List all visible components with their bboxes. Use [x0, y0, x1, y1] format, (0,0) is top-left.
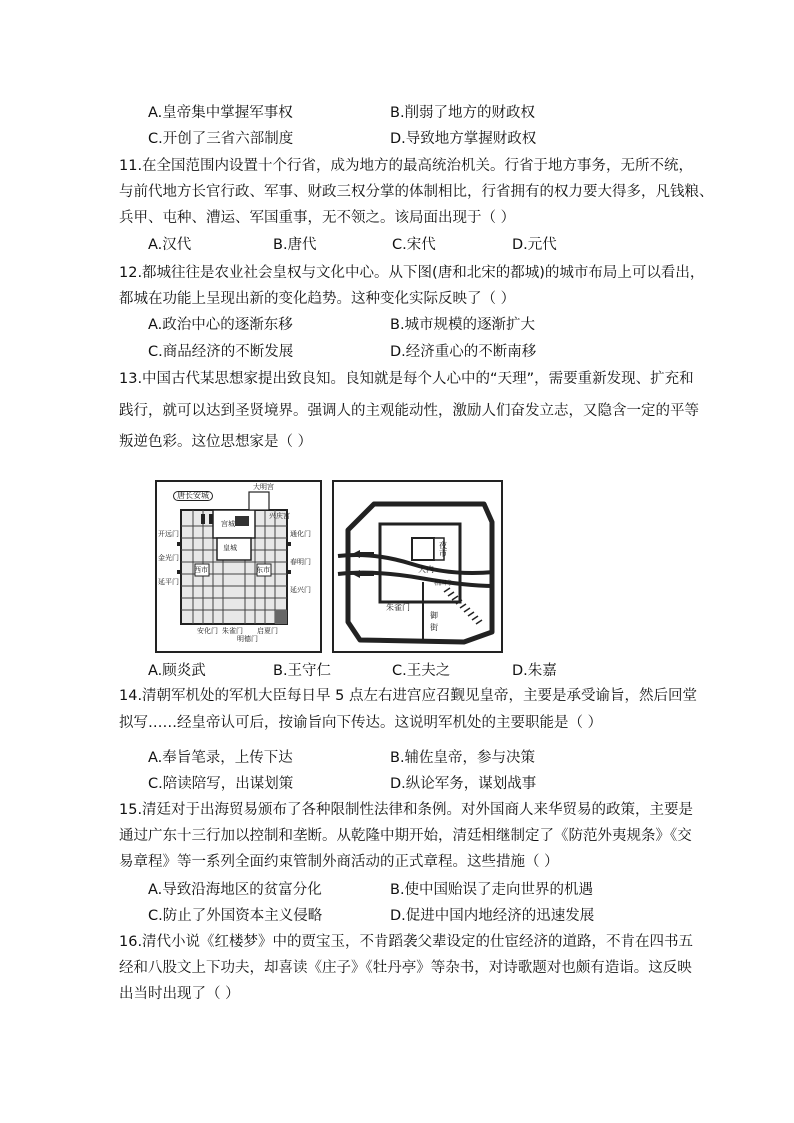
tang-changan-map	[155, 480, 322, 653]
q12-option-b: B.城市规模的逐渐扩大	[390, 317, 536, 333]
q13-option-c: C.王夫之	[392, 663, 451, 679]
q14-option-a: A.奉旨笔录，上传下达	[148, 750, 293, 766]
label-danei: 大内	[418, 565, 434, 574]
q11-option-b: B.唐代	[273, 237, 317, 253]
q13-stem-line-3: 叛逆色彩。这位思想家是（ ）	[119, 434, 313, 450]
label-xiangguo-temple: 相国寺	[434, 580, 453, 587]
tang-changan-map-graphic	[157, 482, 320, 651]
q14-stem-line-2: 拟写……经皇帝认可后，按谕旨向下传达。这说明军机处的主要职能是（ ）	[119, 715, 603, 731]
q13-option-b: B.王守仁	[273, 663, 332, 679]
q12-stem-line-1: 12.都城往往是农业社会皇权与文化中心。从下图(唐和北宋的都城)的城市布局上可以看出，	[119, 265, 705, 281]
label-qixia-gate: 启夏门	[257, 627, 278, 635]
label-imperial-street-2: 街	[430, 623, 438, 632]
label-yanping-gate: 延平门	[158, 578, 179, 586]
q12-stem-line-2: 都城在功能上呈现出新的变化趋势。这种变化实际反映了（ ）	[119, 291, 516, 307]
q13-option-d: D.朱嘉	[512, 663, 557, 679]
q10-option-b: B.削弱了地方的财政权	[390, 105, 536, 121]
q15-option-a: A.导致沿海地区的贫富分化	[148, 882, 322, 898]
label-xingqing-palace: 兴庆宫	[269, 512, 290, 520]
label-palace-city: 宫城	[221, 520, 235, 528]
q14-option-d: D.纵论军务，谋划战事	[390, 776, 537, 792]
label-jinguang-gate: 金光门	[158, 554, 179, 562]
q12-option-c: C.商品经济的不断发展	[148, 344, 294, 360]
q14-option-c: C.陪读陪写，出谋划策	[148, 776, 294, 792]
q11-stem-line-1: 11.在全国范围内设置十个行省，成为地方的最高统治机关。行省于地方事务，无所不统，	[119, 158, 694, 174]
label-yanxing-gate: 延兴门	[290, 586, 311, 594]
q16-stem-line-2: 经和八股文上下功夫，却喜读《庄子》《牡丹亭》等杂书，对诗歌题对也颇有造诣。这反映	[119, 960, 692, 976]
q10-option-a: A.皇帝集中掌握军事权	[148, 105, 293, 121]
q11-option-a: A.汉代	[148, 237, 192, 253]
q10-option-d: D.导致地方掌握财政权	[390, 131, 537, 147]
q13-option-a: A.顾炎武	[148, 663, 206, 679]
label-mingde-gate: 明德门	[237, 635, 258, 643]
label-chunming-gate: 春明门	[290, 558, 311, 566]
label-zhuque-gate-song: 朱雀门	[386, 603, 410, 612]
song-kaifeng-map	[332, 480, 503, 653]
q14-stem-line-1: 14.清朝军机处的军机大臣每日早 5 点左右进宫应召觐见皇帝，主要是承受谕旨，然后回堂	[119, 688, 697, 704]
q11-option-c: C.宋代	[392, 237, 436, 253]
q16-stem-line-3: 出当时出现了（ ）	[119, 986, 240, 1002]
label-east-market: 东市	[256, 566, 270, 574]
q11-stem-line-3: 兵甲、屯种、漕运、军国重事，无不领之。该局面出现于（ ）	[119, 210, 516, 226]
q12-option-d: D.经济重心的不断南移	[390, 344, 537, 360]
label-night-market: 夜市	[439, 541, 447, 558]
q15-option-b: B.使中国贻误了走向世界的机遇	[390, 882, 594, 898]
q16-stem-line-1: 16.清代小说《红楼梦》中的贾宝玉，不肯蹈袭父辈设定的仕宦经济的道路，不肯在四书五	[119, 934, 694, 950]
q15-stem-line-2: 通过广东十三行加以控制和垄断。从乾隆中期开始，清廷相继制定了《防范外夷规条》《交	[119, 828, 692, 844]
q13-stem-line-2: 践行，就可以达到圣贤境界。强调人的主观能动性，激励人们奋发立志，又隐含一定的平等	[119, 403, 699, 419]
q11-option-d: D.元代	[512, 237, 557, 253]
label-tonghua-gate: 通化门	[290, 530, 311, 538]
label-kaiyuan-gate: 开远门	[158, 530, 179, 538]
left-map-title: 唐长安城	[173, 491, 213, 501]
q10-option-c: C.开创了三省六部制度	[148, 131, 294, 147]
q15-stem-line-3: 易章程》等一系列全面约束管制外商活动的正式章程。这些措施（ ）	[119, 854, 559, 870]
label-imperial-city: 皇城	[223, 544, 237, 552]
label-anhua-gate: 安化门	[197, 627, 218, 635]
q13-stem-line-1: 13.中国古代某思想家提出致良知。良知就是每个人心中的“天理”，需要重新发现、扩充和	[119, 371, 694, 387]
label-daming-palace: 大明宫	[253, 483, 274, 491]
q12-option-a: A.政治中心的逐渐东移	[148, 317, 293, 333]
q15-stem-line-1: 15.清廷对于出海贸易颁布了各种限制性法律和条例。对外国商人来华贸易的政策，主要是	[119, 802, 694, 818]
q11-stem-line-2: 与前代地方长官行政、军事、财政三权分掌的体制相比，行省拥有的权力要大得多，凡钱粮、	[119, 184, 714, 200]
label-west-market: 西市	[194, 566, 208, 574]
label-zhuque-gate: 朱雀门	[222, 627, 243, 635]
q14-option-b: B.辅佐皇帝，参与决策	[390, 750, 536, 766]
q15-option-c: C.防止了外国资本主义侵略	[148, 908, 323, 924]
label-imperial-street-1: 御	[430, 611, 438, 620]
q15-option-d: D.促进中国内地经济的迅速发展	[390, 908, 595, 924]
